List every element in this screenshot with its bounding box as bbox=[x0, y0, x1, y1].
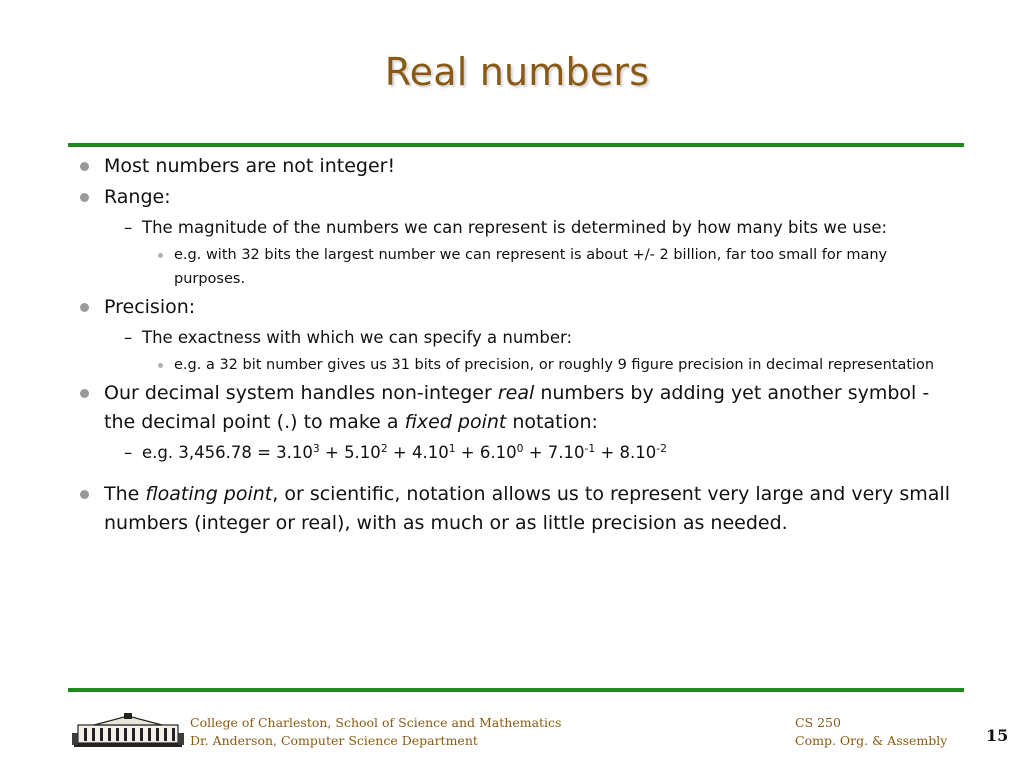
formula-term-base: 8.10 bbox=[619, 443, 657, 462]
formula-operator: + bbox=[387, 443, 412, 462]
bullet-dot-icon bbox=[80, 303, 89, 312]
bullet-text-post: , or scientific, notation allows us to represent very large and very small numbers (integer or real), with as much or as little precision as needed. bbox=[104, 483, 950, 534]
footer-course bbox=[795, 714, 947, 750]
bullet-text-post: notation: bbox=[506, 411, 598, 433]
formula-operator: + bbox=[319, 443, 345, 462]
small-bullet-dot-icon bbox=[158, 253, 163, 258]
dash-icon: – bbox=[124, 218, 133, 237]
footer-course-number: CS 250 bbox=[795, 715, 841, 730]
dash-icon: – bbox=[124, 328, 133, 347]
emphasis-fixed-point: fixed point bbox=[404, 411, 507, 433]
footer-instructor: Dr. Anderson, Computer Science Department bbox=[190, 733, 478, 748]
formula-operator: + bbox=[595, 443, 620, 462]
bullet-item bbox=[78, 379, 958, 437]
spacer bbox=[78, 466, 958, 478]
formula-term-exponent: -2 bbox=[656, 442, 667, 456]
emphasis-real: real bbox=[497, 382, 535, 404]
footer-course-title: Comp. Org. & Assembly bbox=[795, 733, 948, 748]
formula-terms bbox=[276, 443, 667, 462]
bullet-dot-icon bbox=[80, 490, 89, 499]
formula-term-exponent: 3 bbox=[312, 442, 320, 456]
bullet-text-pre: Our decimal system handles non-integer bbox=[104, 382, 498, 404]
bullet-item bbox=[78, 293, 958, 322]
bullet-text-pre: The bbox=[104, 483, 146, 505]
formula-term-base: 6.10 bbox=[479, 443, 517, 462]
formula-operator: + bbox=[455, 443, 480, 462]
formula-term-base: 5.10 bbox=[344, 443, 381, 462]
subsub-bullet-item bbox=[78, 243, 958, 291]
sub-bullet-item bbox=[78, 325, 958, 351]
bullet-text: Most numbers are not integer! bbox=[104, 155, 396, 177]
formula-term-exponent: -1 bbox=[584, 442, 596, 456]
sub-bullet-item bbox=[78, 215, 958, 241]
formula-operator: + bbox=[523, 443, 548, 462]
bullet-dot-icon bbox=[80, 389, 89, 398]
formula-prefix: e.g. 3,456.78 = bbox=[142, 443, 277, 462]
emphasis-floating-point: floating point bbox=[145, 483, 273, 505]
subsub-bullet-text: e.g. with 32 bits the largest number we can represent is about +/- 2 billion, far too small for many purposes. bbox=[174, 247, 888, 287]
formula-term-base: 3.10 bbox=[276, 443, 313, 462]
bullet-text: Precision: bbox=[104, 296, 196, 318]
footer-institution bbox=[190, 714, 561, 750]
formula-term-base: 4.10 bbox=[411, 443, 449, 462]
formula-term-base: 7.10 bbox=[547, 443, 585, 462]
bottom-divider bbox=[68, 688, 964, 692]
sub-bullet-text: The magnitude of the numbers we can represent is determined by how many bits we use: bbox=[142, 218, 888, 237]
bullet-item bbox=[78, 183, 958, 212]
slide-content bbox=[78, 150, 958, 538]
bullet-item bbox=[78, 480, 958, 538]
dash-icon: – bbox=[124, 443, 133, 462]
college-building-logo-icon bbox=[72, 713, 184, 749]
formula-term-exponent: 1 bbox=[448, 442, 456, 456]
page-number: 15 bbox=[986, 726, 1009, 745]
top-divider bbox=[68, 143, 964, 147]
bullet-dot-icon bbox=[80, 193, 89, 202]
bullet-text: Range: bbox=[104, 186, 171, 208]
formula-term-exponent: 2 bbox=[380, 442, 388, 456]
subsub-bullet-text: e.g. a 32 bit number gives us 31 bits of precision, or roughly 9 figure precision in decimal representation bbox=[174, 357, 935, 373]
footer-school: College of Charleston, School of Science and Mathematics bbox=[190, 715, 562, 730]
subsub-bullet-item bbox=[78, 353, 958, 377]
bullet-dot-icon bbox=[80, 162, 89, 171]
formula-term-exponent: 0 bbox=[516, 442, 524, 456]
sub-bullet-item bbox=[78, 440, 958, 466]
small-bullet-dot-icon bbox=[158, 363, 163, 368]
sub-bullet-text: The exactness with which we can specify a number: bbox=[142, 328, 573, 347]
slide-title: Real numbers bbox=[384, 50, 650, 94]
bullet-text-mid: numbers by adding yet another symbol - the decimal point (.) to make a bbox=[104, 382, 930, 433]
bullet-item bbox=[78, 152, 958, 181]
